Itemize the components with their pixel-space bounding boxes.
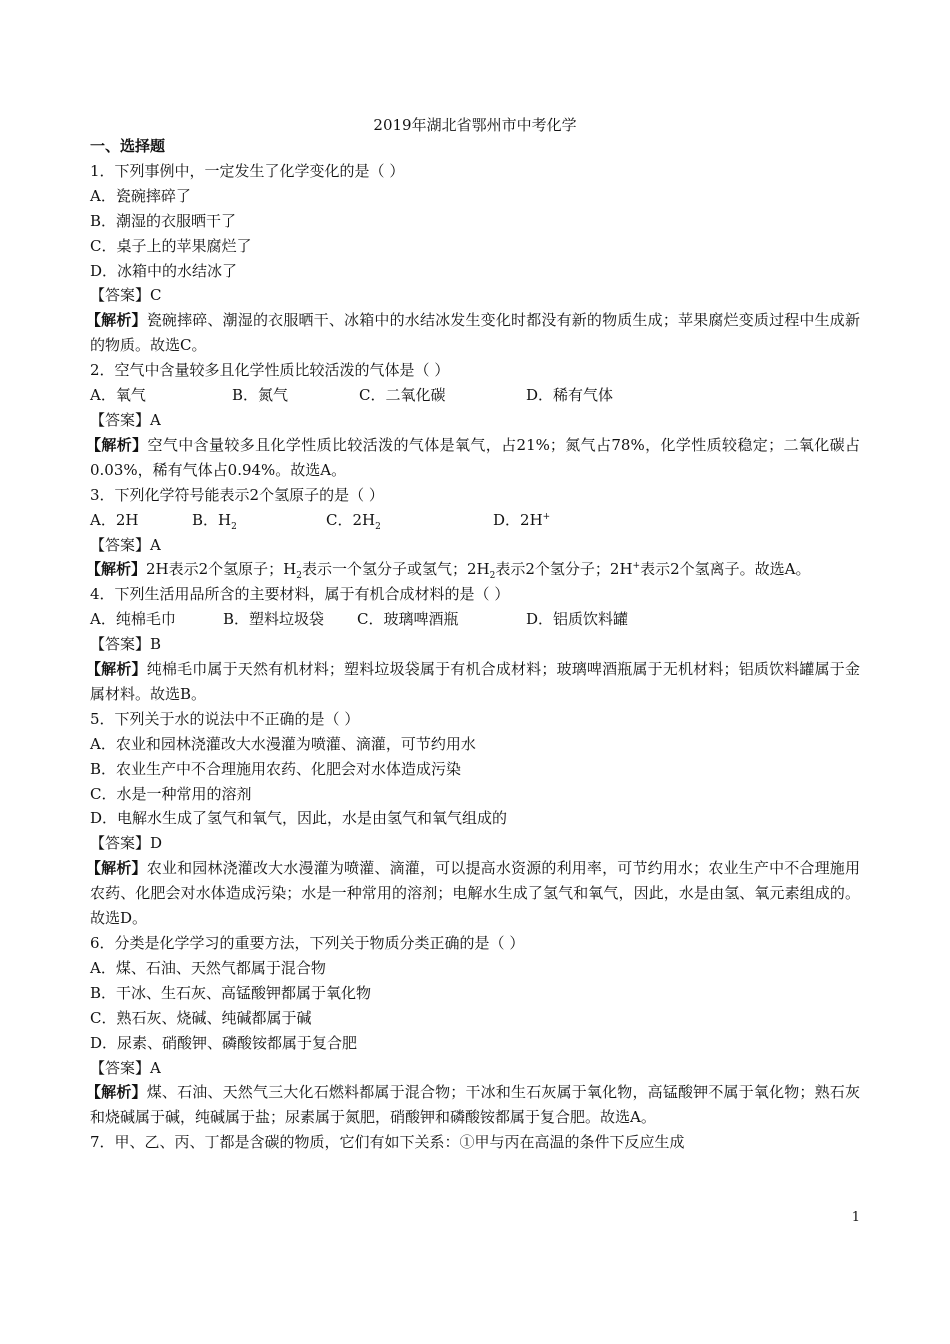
document-body	[86, 134, 860, 1155]
question-5-analysis	[86, 856, 860, 931]
question-4-options	[90, 607, 860, 632]
question-5-option-d: D．电解水生成了氢气和氧气，因此，水是由氢气和氧气组成的	[90, 809, 508, 828]
question-6-option-d: D．尿素、硝酸钾、磷酸铵都属于复合肥	[90, 1033, 358, 1052]
question-6-option-b: B．干冰、生石灰、高锰酸钾都属于氧化物	[90, 983, 372, 1002]
option-b: B．$H_2$	[192, 510, 237, 532]
analysis-tag: 【解析】	[86, 859, 147, 878]
page-number: 1	[851, 1210, 860, 1225]
option-b: B．塑料垃圾袋	[223, 610, 325, 629]
question-2-stem: 2．空气中含量较多且化学性质比较活泼的气体是（ ）	[90, 361, 450, 380]
question-5-stem: 5．下列关于水的说法中不正确的是（ ）	[90, 709, 360, 728]
question-4-analysis	[86, 657, 860, 707]
analysis-tag: 【解析】	[86, 311, 147, 330]
question-5-option-a: A．农业和园林浇灌改大水漫灌为喷灌、滴灌，可节约用水	[90, 734, 476, 753]
question-1-option-b: B．潮湿的衣服晒干了	[90, 211, 237, 230]
question-3-stem: 3．下列化学符号能表示2个氢原子的是（ ）	[90, 485, 384, 504]
question-1-option-d: D．冰箱中的水结冰了	[90, 261, 238, 280]
analysis-tag: 【解析】	[86, 560, 147, 579]
question-4-stem: 4．下列生活用品所含的主要材料，属于有机合成材料的是（ ）	[90, 585, 510, 604]
analysis-tag: 【解析】	[86, 660, 147, 679]
question-6-stem: 6．分类是化学学习的重要方法，下列关于物质分类正确的是（ ）	[90, 934, 525, 952]
question-1-option-c: C．桌子上的苹果腐烂了	[90, 236, 252, 255]
question-3-analysis: 【解析】2H表示2个氢原子；$H_2$表示一个氢分子或氢气；$2H_2$表示2个氢分子；2H+表示2个氢离子。故选A。	[86, 560, 811, 582]
question-1-analysis	[86, 308, 860, 358]
question-4-answer: 【答案】B	[90, 635, 162, 654]
analysis-text: 纯棉毛巾属于天然有机材料；塑料垃圾袋属于有机合成材料；玻璃啤酒瓶属于无机材料；铝质饮料罐属于金属材料。故选B。	[90, 660, 860, 703]
question-1-stem: 1．下列事例中，一定发生了化学变化的是（ ）	[90, 161, 405, 180]
question-2-answer: 【答案】A	[90, 410, 161, 429]
option-c: C．二氧化碳	[359, 386, 446, 405]
question-1-option-a: A．瓷碗摔碎了	[90, 186, 191, 205]
option-b: B．氮气	[232, 386, 289, 405]
question-2-analysis	[86, 433, 860, 483]
question-5-answer: 【答案】D	[90, 834, 163, 853]
question-3-options	[90, 508, 860, 533]
section-heading: 一、选择题	[90, 137, 166, 155]
option-a: A．纯棉毛巾	[90, 610, 176, 629]
analysis-tag: 【解析】	[86, 435, 148, 454]
option-c: C．玻璃啤酒瓶	[357, 610, 459, 629]
option-d: D．稀有气体	[526, 386, 614, 405]
option-a: A．氧气	[90, 386, 146, 405]
analysis-text: 煤、石油、天然气三大化石燃料都属于混合物；干冰和生石灰属于氧化物，高锰酸钾不属于氧化物；熟石灰和烧碱属于碱，纯碱属于盐；尿素属于氮肥，硝酸钾和磷酸铵都属于复合肥。故选A。	[90, 1083, 860, 1127]
question-6-analysis	[86, 1080, 860, 1130]
question-6-answer: 【答案】A	[90, 1058, 161, 1077]
question-2-options	[90, 383, 860, 408]
question-5-option-c: C．水是一种常用的溶剂	[90, 784, 252, 803]
analysis-text: 空气中含量较多且化学性质比较活泼的气体是氧气，占21%；氮气占78%，化学性质较稳定；二氧化碳占0.03%，稀有气体占0.94%。故选A。	[90, 435, 860, 479]
question-1-answer: 【答案】C	[90, 286, 162, 305]
option-d: D．2H+	[493, 510, 551, 529]
question-7-stem: 7．甲、乙、丙、丁都是含碳的物质，它们有如下关系：①甲与丙在高温的条件下反应生成	[90, 1133, 685, 1152]
document-title: 2019年湖北省鄂州市中考化学	[373, 116, 577, 134]
question-6-option-c: C．熟石灰、烧碱、纯碱都属于碱	[90, 1008, 312, 1027]
question-6-option-a: A．煤、石油、天然气都属于混合物	[90, 958, 326, 977]
option-c: C．$2H_2$	[326, 510, 381, 532]
option-a: A．2H	[90, 510, 139, 529]
question-5-option-b: B．农业生产中不合理施用农药、化肥会对水体造成污染	[90, 759, 462, 778]
analysis-text: 农业和园林浇灌改大水漫灌为喷灌、滴灌，可以提高水资源的利用率，可节约用水；农业生产中不合理施用农药、化肥会对水体造成污染；水是一种常用的溶剂；电解水生成了氢气和氧气，因此，水是由氢、氧元素组成的。故选D。	[90, 859, 860, 928]
option-d: D．铝质饮料罐	[526, 610, 629, 629]
analysis-text: 瓷碗摔碎、潮湿的衣服晒干、冰箱中的水结冰发生变化时都没有新的物质生成；苹果腐烂变质过程中生成新的物质。故选C。	[90, 311, 860, 355]
question-3-answer: 【答案】A	[90, 535, 161, 554]
analysis-tag: 【解析】	[86, 1083, 147, 1102]
